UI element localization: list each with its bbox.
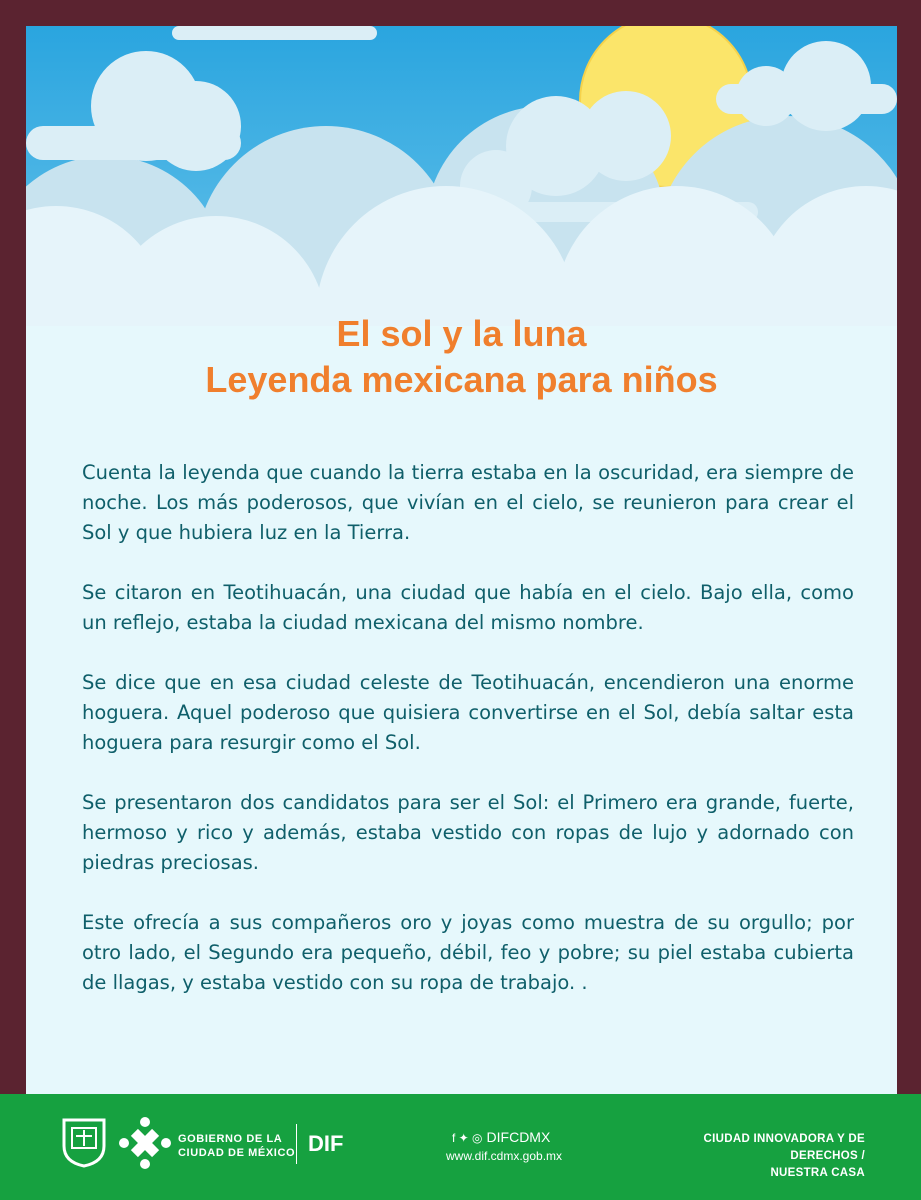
gov-line-2: CIUDAD DE MÉXICO xyxy=(178,1147,296,1159)
government-label xyxy=(178,1132,295,1160)
gov-line-1: GOBIERNO DE LA xyxy=(178,1133,283,1145)
footer-bar xyxy=(0,1094,921,1200)
dif-logo: DIF xyxy=(308,1131,344,1156)
paragraph-5: Este ofrecía a sus compañeros oro y joyas como muestra de su orgullo; por otro lado, el Segundo era pequeño, débil, feo y pobre; su piel estaba cubierta de llagas, y estaba vestido con su ropa de trabajo. . xyxy=(82,911,854,994)
footer-divider xyxy=(296,1124,297,1164)
social-links[interactable] xyxy=(446,1128,563,1165)
story-card xyxy=(26,26,897,1094)
slogan xyxy=(704,1131,865,1182)
paragraph-1: Cuenta la leyenda que cuando la tierra estaba en la oscuridad, era siempre de noche. Los más poderosos, que vivían en el cielo, se reunieron para crear el Sol y que hubiera luz en la Tierra. xyxy=(82,461,854,544)
cdmx-crest-icon xyxy=(60,1116,108,1168)
title-line-2: Leyenda mexicana para niños xyxy=(205,359,718,400)
social-handle[interactable]: DIFCDMX xyxy=(486,1129,551,1145)
slogan-line-1: CIUDAD INNOVADORA Y DE xyxy=(703,1133,865,1145)
slogan-line-2a: DERECHOS / xyxy=(790,1150,865,1162)
social-icons[interactable]: f ✦ ◎ xyxy=(452,1131,483,1145)
page-title xyxy=(26,311,897,403)
story-text xyxy=(82,458,854,1028)
slogan-line-2b: NUESTRA CASA xyxy=(770,1167,865,1179)
cdmx-logo-icon xyxy=(118,1116,172,1170)
paragraph-4: Se presentaron dos candidatos para ser el Sol: el Primero era grande, fuerte, hermoso y rico y además, estaba vestido con ropas de lujo y adornado con piedras preciosas. xyxy=(82,791,854,874)
slogan-line-2 xyxy=(704,1148,865,1182)
paragraph-3: Se dice que en esa ciudad celeste de Teotihuacán, encendieron una enorme hoguera. Aquel poderoso que quisiera convertirse en el Sol, debía saltar esta hoguera para resurgir como el Sol. xyxy=(82,671,854,754)
title-line-1: El sol y la luna xyxy=(336,313,587,354)
website-link[interactable]: www.dif.cdmx.gob.mx xyxy=(446,1149,563,1163)
paragraph-2: Se citaron en Teotihuacán, una ciudad que había en el cielo. Bajo ella, como un reflejo, estaba la ciudad mexicana del mismo nombre. xyxy=(82,581,854,634)
